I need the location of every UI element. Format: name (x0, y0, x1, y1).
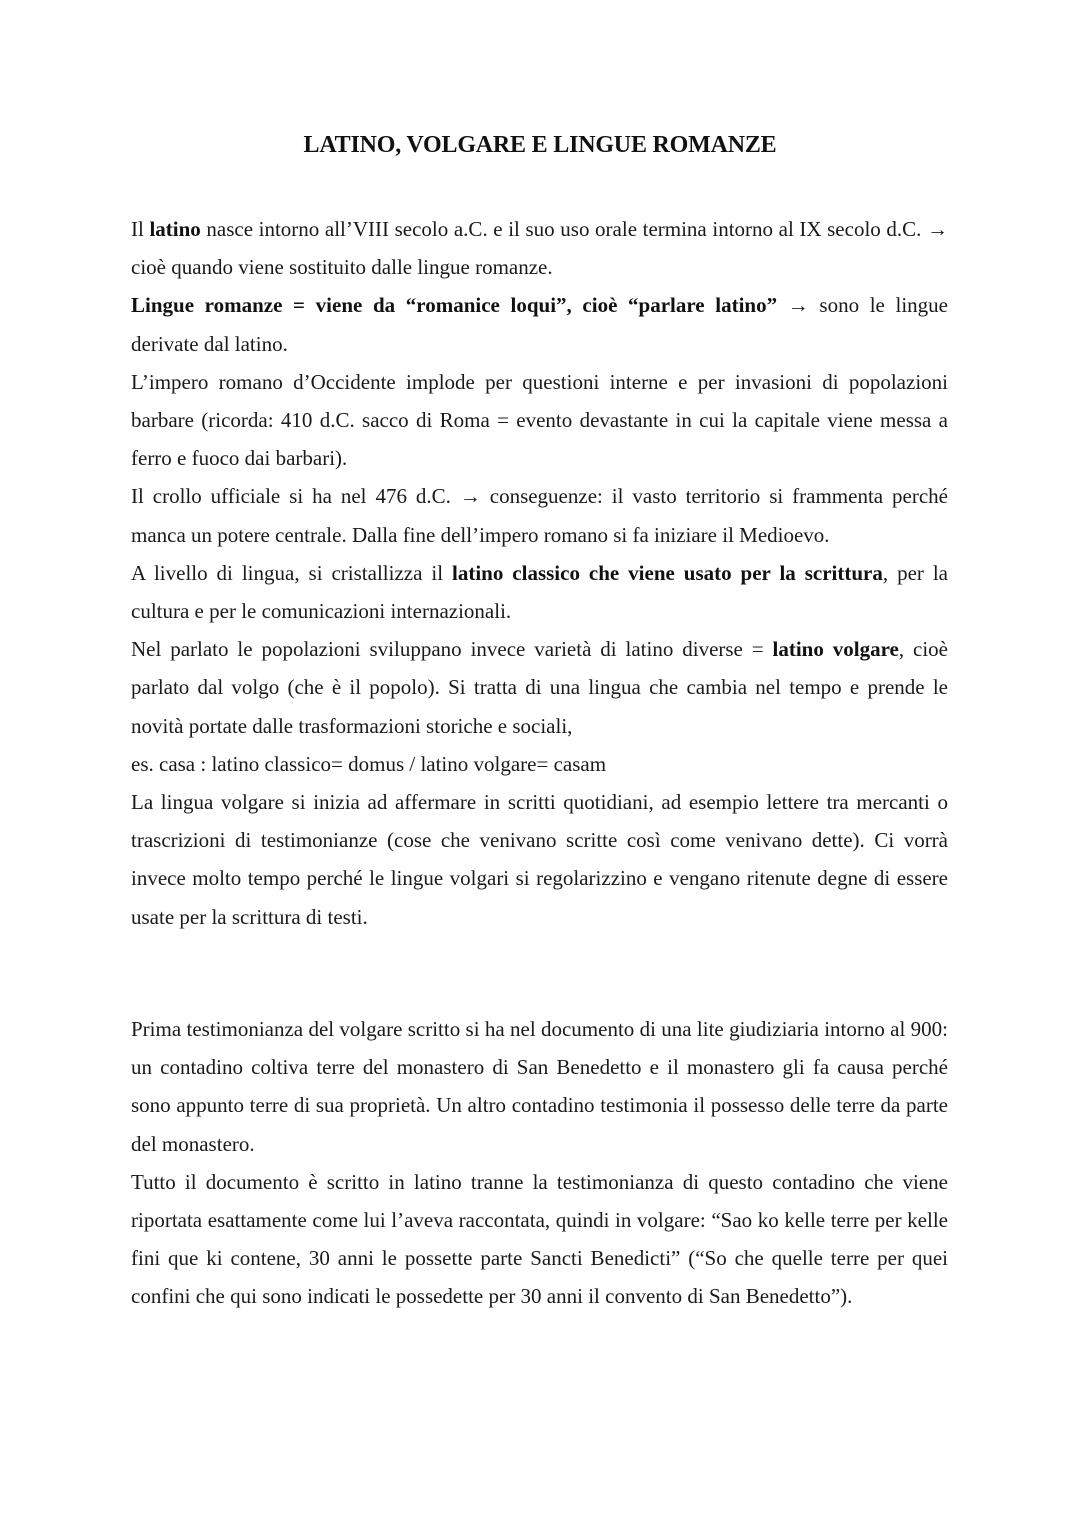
paragraph-latino-volgare (131, 630, 948, 745)
section-prima-testimonianza (131, 1010, 948, 1316)
bold-term-latino-classico: latino classico che viene usato per la scrittura (452, 560, 883, 585)
paragraph-crollo: Il crollo ufficiale si ha nel 476 d.C. → conseguenze: il vasto territorio si frammenta perché manca un potere centrale. Dalla fine dell’impero romano si fa iniziare il Medioevo. (131, 484, 948, 547)
paragraph-example-casa: es. casa : latino classico= domus / latino volgare= casam (131, 751, 607, 776)
document-title: LATINO, VOLGARE E LINGUE ROMANZE (303, 132, 777, 158)
paragraph-placito-capuano: Tutto il documento è scritto in latino tranne la testimonianza di questo contadino che viene riportata esattamente come lui l’aveva raccontata, quindi in volgare: “Sao ko kelle terre per kelle fini que ki contene, 30 anni le possette parte Sancti Benedicti” (“So che quelle terre per quei confini che qui sono indicati le possedette per 30 anni il convento di San Benedetto”). (131, 1169, 948, 1309)
bold-term-latino: latino (149, 217, 201, 241)
text: nasce intorno all’VIII secolo a.C. e il suo uso orale termina intorno al IX secolo d.C. → cioè quando viene sostituito dalle lingue romanze. (131, 217, 948, 280)
text: A livello di lingua, si cristallizza il (131, 560, 452, 585)
text: Nel parlato le popolazioni sviluppano invece varietà di latino diverse = (131, 637, 773, 662)
bold-term-latino-volgare: latino volgare (772, 637, 899, 662)
text: Il (131, 217, 150, 241)
paragraph-volgare-scritti: La lingua volgare si inizia ad affermare in scritti quotidiani, ad esempio lettere tra mercanti o trascrizioni di testimonianze (cose che venivano scritte così come venivano dette). Ci vorrà invece molto tempo perché le lingue volgari si regolarizzino e vengano ritenute degne di essere usate per la scrittura di testi. (131, 790, 948, 929)
paragraph-impero-romano: L’impero romano d’Occidente implode per questioni interne e per invasioni di popolazioni barbare (ricorda: 410 d.C. sacco di Roma = evento devastante in cui la capitale viene messa a ferro e fuoco dai barbari). (131, 369, 948, 471)
paragraph-latino-classico (131, 554, 948, 630)
text: → sono le lingue derivate dal latino. (131, 293, 949, 356)
bold-definition-lingue-romanze: Lingue romanze = viene da “romanice loqui”, cioè “parlare latino” (131, 293, 778, 318)
paragraph-prima-testimonianza: Prima testimonianza del volgare scritto si ha nel documento di una lite giudiziaria intorno al 900: un contadino coltiva terre del monastero di San Benedetto e il monastero gli fa causa perché sono appunto terre di sua proprietà. Un altro contadino testimonia il possesso delle terre da parte del monastero. (131, 1017, 948, 1156)
paragraph-latino-origin (131, 210, 948, 286)
paragraph-lingue-romanze (131, 286, 948, 362)
text: , cioè parlato dal volgo (che è il popolo). Si tratta di una lingua che cambia nel tempo e prende le novità portate dalle trasformazioni storiche e sociali, (131, 637, 948, 738)
text: , per la cultura e per le comunicazioni internazionali. (131, 560, 948, 624)
section-latino-volgare (131, 210, 948, 936)
